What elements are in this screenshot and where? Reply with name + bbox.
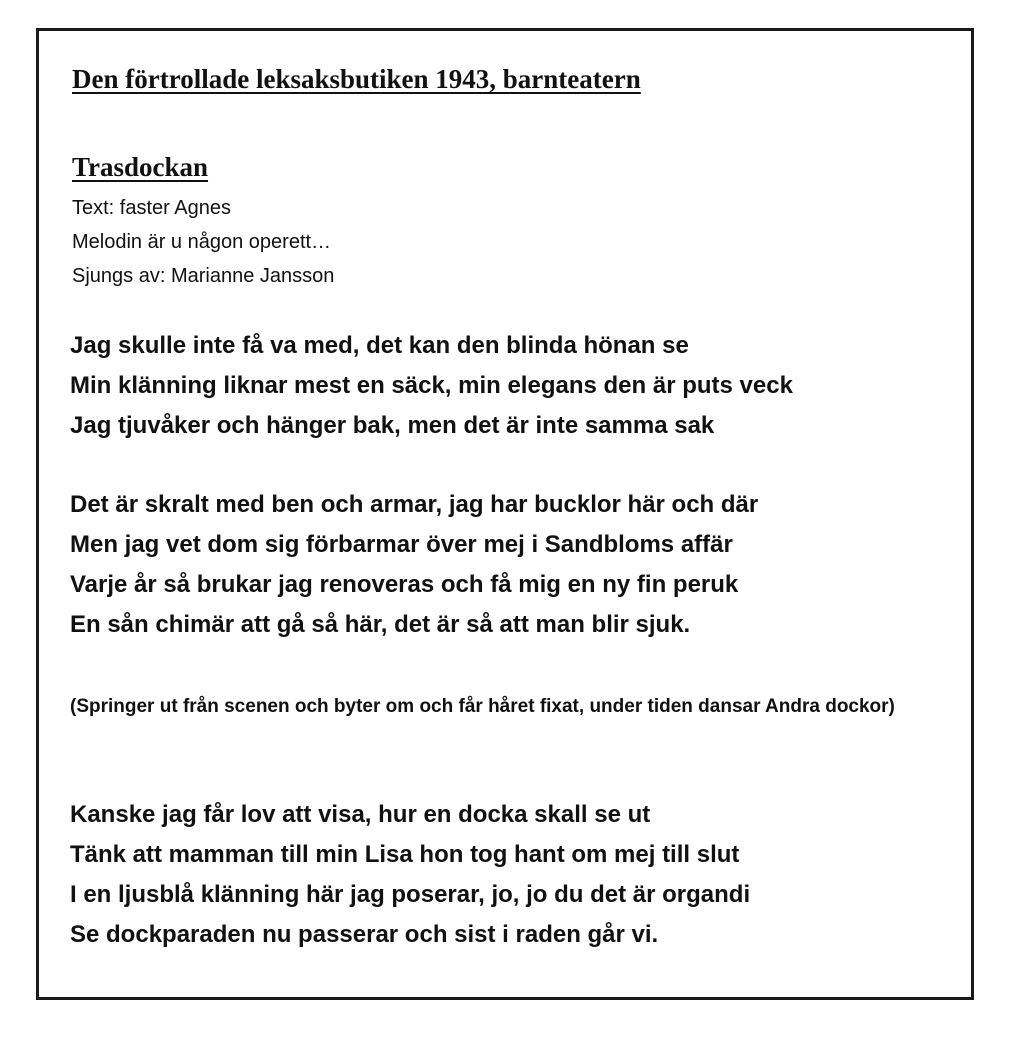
stanza-2 bbox=[70, 485, 758, 645]
song-title: Trasdockan bbox=[72, 152, 209, 182]
stanza-3 bbox=[70, 795, 750, 955]
stanza-line: Det är skralt med ben och armar, jag har bucklor här och där bbox=[70, 491, 759, 518]
document-title: Den förtrollade leksaksbutiken 1943, barnteatern bbox=[72, 64, 641, 94]
stanza-line: Min klänning liknar mest en säck, min elegans den är puts veck bbox=[70, 372, 793, 399]
song-meta bbox=[72, 191, 334, 293]
song-meta-melody: Melodin är u någon operett… bbox=[72, 231, 332, 253]
stanza-line: Jag tjuvåker och hänger bak, men det är inte samma sak bbox=[70, 412, 715, 439]
stanza-line: Se dockparaden nu passerar och sist i raden går vi. bbox=[70, 921, 659, 948]
stanza-line: Kanske jag får lov att visa, hur en docka skall se ut bbox=[70, 801, 651, 828]
stanza-1 bbox=[70, 326, 793, 446]
stanza-line: I en ljusblå klänning här jag poserar, jo, jo du det är organdi bbox=[70, 881, 751, 908]
stanza-line: Varje år så brukar jag renoveras och få mig en ny fin peruk bbox=[70, 571, 739, 598]
stanza-line: Jag skulle inte få va med, det kan den blinda hönan se bbox=[70, 332, 689, 359]
stanza-line: En sån chimär att gå så här, det är så att man blir sjuk. bbox=[70, 611, 691, 638]
song-meta-text-credit: Text: faster Agnes bbox=[72, 197, 231, 219]
stage-direction: (Springer ut från scenen och byter om och får håret fixat, under tiden dansar Andra dockor) bbox=[70, 696, 895, 717]
stanza-line: Men jag vet dom sig förbarmar över mej i Sandbloms affär bbox=[70, 531, 733, 558]
song-meta-singer: Sjungs av: Marianne Jansson bbox=[72, 265, 335, 287]
stanza-line: Tänk att mamman till min Lisa hon tog hant om mej till slut bbox=[70, 841, 740, 868]
